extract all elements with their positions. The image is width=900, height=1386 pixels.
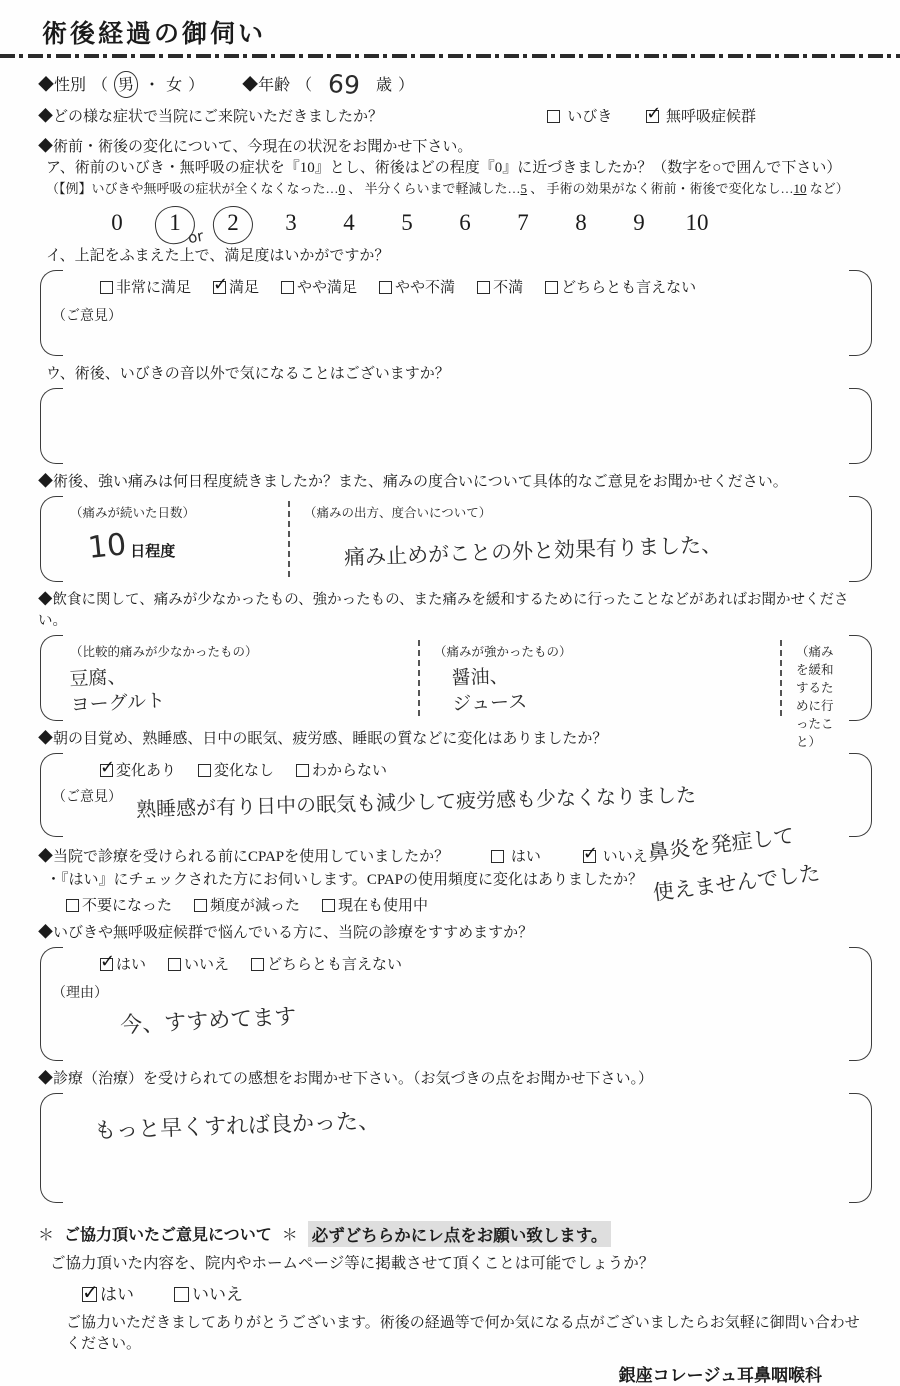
page-title: 術後経過の御伺い — [42, 21, 267, 48]
change-example — [46, 179, 874, 198]
example-text: （【例】いびきや無呼吸の症状が全くなくなった… — [46, 180, 339, 196]
rating-scale — [38, 202, 874, 247]
option-label: 満足 — [229, 279, 260, 296]
option-label: どちらとも言えない — [267, 956, 403, 973]
paren: ） — [397, 76, 414, 94]
scale-9[interactable]: 9 — [633, 209, 645, 235]
scale-7[interactable]: 7 — [517, 209, 529, 235]
option-label: わからない — [312, 762, 388, 779]
pain-detail-column — [288, 501, 842, 577]
satisfaction-question: イ、上記をふまえた上で、満足度はいかがですか？ — [46, 247, 390, 264]
diet-less-pain-handwritten: 豆腐、 ヨーグルト — [68, 665, 166, 716]
paren: （ — [92, 76, 109, 94]
sleep-comment-label: （ご意見） — [52, 789, 122, 805]
recommend-options — [100, 953, 838, 974]
checkbox-somewhat-dissatisfied[interactable] — [379, 281, 392, 294]
option-label: 非常に満足 — [116, 279, 192, 296]
pain-detail-handwritten: 痛み止めがことの外と効果有りました、 — [343, 532, 723, 570]
diet-col-more-pain — [418, 640, 780, 716]
checkbox-no-change[interactable] — [198, 764, 211, 777]
pain-question: ◆術後、強い痛みは何日程度続きましたか？また、痛みの度合いについて具体的なご意見をお聞かせください。 — [38, 473, 788, 490]
diet-col-relief — [780, 640, 842, 749]
comment-label: （ご意見） — [52, 308, 122, 324]
satisfaction-options — [100, 276, 838, 297]
diet-more-pain-handwritten: 醤油、 ジュース — [451, 664, 528, 715]
symptom-row — [38, 105, 874, 128]
checkbox-still-using[interactable] — [322, 899, 335, 912]
option-label: いいえ — [184, 956, 230, 973]
paren: ） — [188, 76, 205, 94]
diet-less-pain-label: （比較的痛みが少なかったもの） — [70, 644, 258, 659]
cpap-note-handwritten: 鼻炎を発症して 使えませんでした — [646, 823, 822, 905]
diet-relief-label: （痛みを緩和するために行ったこと） — [796, 644, 834, 749]
recommend-reason-handwritten: 今、すすめてます — [119, 1003, 297, 1039]
diet-more-pain-label: （痛みが強かったもの） — [434, 644, 572, 659]
option-label: はい — [100, 1284, 134, 1304]
checkbox-no-longer-needed[interactable] — [66, 899, 79, 912]
example-value-5: 5 — [520, 180, 528, 196]
checkbox-satisfied[interactable] — [213, 281, 226, 294]
pain-days-column — [70, 501, 288, 577]
sleep-comment-handwritten: 熟睡感が有り日中の眠気も減少して疲労感も少なくなりました — [135, 782, 697, 821]
asterisk: ＊ — [38, 1227, 55, 1244]
pain-days-value-handwritten: 10 — [86, 526, 128, 566]
concerns-response-box — [40, 388, 872, 464]
scale-10[interactable]: 10 — [685, 209, 709, 235]
publish-question: ご協力頂いた内容を、院内やホームページ等に掲載させて頂くことは可能でしょうか？ — [50, 1254, 655, 1272]
checkbox-snoring-label: いびき — [567, 108, 613, 125]
option-label: いいえ — [192, 1284, 243, 1304]
opinion-title: ご協力頂いたご意見について — [64, 1227, 272, 1244]
impression-question: ◆診療（治療）を受けられての感想をお聞かせ下さい。（お気づきの点をお聞かせ下さい。） — [38, 1070, 654, 1087]
age-label: ◆年齢 — [242, 76, 291, 94]
paren: （ — [296, 76, 313, 94]
checkbox-recommend-no[interactable] — [168, 958, 181, 971]
notice-highlighted: 必ずどちらかにレ点をお願い致します。 — [308, 1221, 612, 1247]
checkbox-apnea[interactable] — [646, 110, 659, 123]
checkbox-very-satisfied[interactable] — [100, 281, 113, 294]
example-text: 、 半分くらいまで軽減した… — [345, 180, 521, 196]
checkbox-publish-no[interactable] — [174, 1287, 189, 1302]
impression-response-box — [40, 1093, 872, 1203]
gender-label: ◆性別 — [38, 76, 87, 94]
gender-female: 女 — [166, 76, 183, 94]
sleep-options — [100, 759, 838, 780]
publish-options — [82, 1280, 874, 1305]
gender-male-circled: 男 — [113, 69, 140, 98]
example-text: 、 手術の効果がなく術前・術後で変化なし… — [527, 180, 794, 196]
checkbox-changed[interactable] — [100, 764, 113, 777]
checkbox-recommend-neither[interactable] — [251, 958, 264, 971]
satisfaction-response-box — [40, 270, 872, 356]
profile-row — [38, 67, 874, 98]
example-value-10: 10 — [793, 180, 807, 196]
checkbox-publish-yes[interactable] — [82, 1287, 97, 1302]
reason-label: （理由） — [52, 985, 108, 1001]
pain-detail-label: （痛みの出方、度合いについて） — [304, 505, 492, 520]
pain-response-box — [40, 496, 872, 582]
option-label: はい — [116, 956, 147, 973]
option-label: 変化あり — [116, 762, 177, 779]
option-label: やや不満 — [395, 279, 456, 296]
scale-0[interactable]: 0 — [111, 209, 123, 235]
checkbox-cpap-yes[interactable] — [491, 850, 504, 863]
option-label: 現在も使用中 — [338, 897, 429, 914]
checkbox-somewhat-satisfied[interactable] — [281, 281, 294, 294]
option-label: やや満足 — [297, 279, 358, 296]
pain-days-unit: 日程度 — [130, 543, 176, 560]
checkbox-recommend-yes[interactable] — [100, 958, 113, 971]
change-heading: ◆術前・術後の変化について、今現在の状況をお聞かせ下さい。 — [38, 138, 473, 155]
age-unit: 歳 — [375, 76, 392, 94]
option-label: 変化なし — [214, 762, 275, 779]
diet-col-less-pain — [70, 640, 418, 716]
scale-5[interactable]: 5 — [401, 209, 413, 235]
scale-2-circled[interactable]: 2 — [220, 210, 246, 236]
cpap-section — [38, 823, 874, 915]
sleep-question: ◆朝の目覚め、熟睡感、日中の眠気、疲労感、睡眠の質などに変化はありましたか？ — [38, 730, 608, 747]
option-label: 不要になった — [82, 897, 173, 914]
concerns-question: ウ、術後、いびきの音以外で気になることはございますか？ — [46, 365, 450, 382]
asterisk: ＊ — [281, 1227, 298, 1244]
checkbox-dissatisfied[interactable] — [477, 281, 490, 294]
option-label: どちらとも言えない — [561, 279, 697, 296]
option-label: いいえ — [602, 848, 648, 865]
change-sub-a: ア、術前のいびき・無呼吸の症状を『10』とし、術後はどの程度『0』に近づきましたか？（数字を○で囲んで下さい） — [46, 159, 842, 176]
scale-6[interactable]: 6 — [459, 209, 471, 235]
option-label: はい — [510, 848, 541, 865]
checkbox-snoring[interactable] — [547, 110, 560, 123]
gender-separator: ・ — [144, 76, 161, 94]
age-value-handwritten: 69 — [327, 68, 361, 100]
checkbox-frequency-reduced[interactable] — [194, 899, 207, 912]
scale-3[interactable]: 3 — [285, 209, 297, 235]
option-label: 不満 — [493, 279, 524, 296]
cpap-followup-question: ・『はい』にチェックされた方にお伺いします。CPAPの使用頻度に変化はありましたか？ — [46, 871, 643, 888]
scale-4[interactable]: 4 — [343, 209, 355, 235]
impression-comment-handwritten: もっと早くすれば良かった、 — [93, 1108, 381, 1144]
recommend-response-box — [40, 947, 872, 1061]
clinic-name: 銀座コレージュ耳鼻咽喉科 — [618, 1365, 822, 1385]
option-label: 頻度が減った — [210, 897, 301, 914]
recommend-question: ◆いびきや無呼吸症候群で悩んでいる方に、当院の診療をすすめますか？ — [38, 924, 534, 941]
checkbox-neither[interactable] — [545, 281, 558, 294]
footer-notice-row — [38, 1221, 874, 1247]
cpap-question: ◆当院で診療を受けられる前にCPAPを使用していましたか？ — [38, 848, 450, 865]
divider-dashdot — [0, 54, 900, 58]
or-note-handwritten: or — [186, 226, 205, 247]
scale-8[interactable]: 8 — [575, 209, 587, 235]
example-value-0: 0 — [338, 180, 346, 196]
checkbox-cpap-no[interactable] — [583, 850, 596, 863]
scale-1-circled[interactable]: 1 — [162, 210, 188, 236]
checkbox-apnea-label: 無呼吸症候群 — [665, 108, 756, 125]
symptom-question: ◆どの様な症状で当院にご来院いただきましたか？ — [38, 108, 384, 125]
checkbox-unknown[interactable] — [296, 764, 309, 777]
diet-question: ◆飲食に関して、痛みが少なかったもの、強かったもの、また痛みを緩和するために行ったことなどがあればお聞かせください。 — [38, 591, 849, 629]
example-text: など） — [806, 180, 849, 196]
thanks-text: ご協力いただきましてありがとうございます。術後の経過等で何か気になる点がございましたらお気軽に御問い合わせください。 — [66, 1314, 860, 1352]
pain-days-label: （痛みが続いた日数） — [70, 505, 196, 520]
